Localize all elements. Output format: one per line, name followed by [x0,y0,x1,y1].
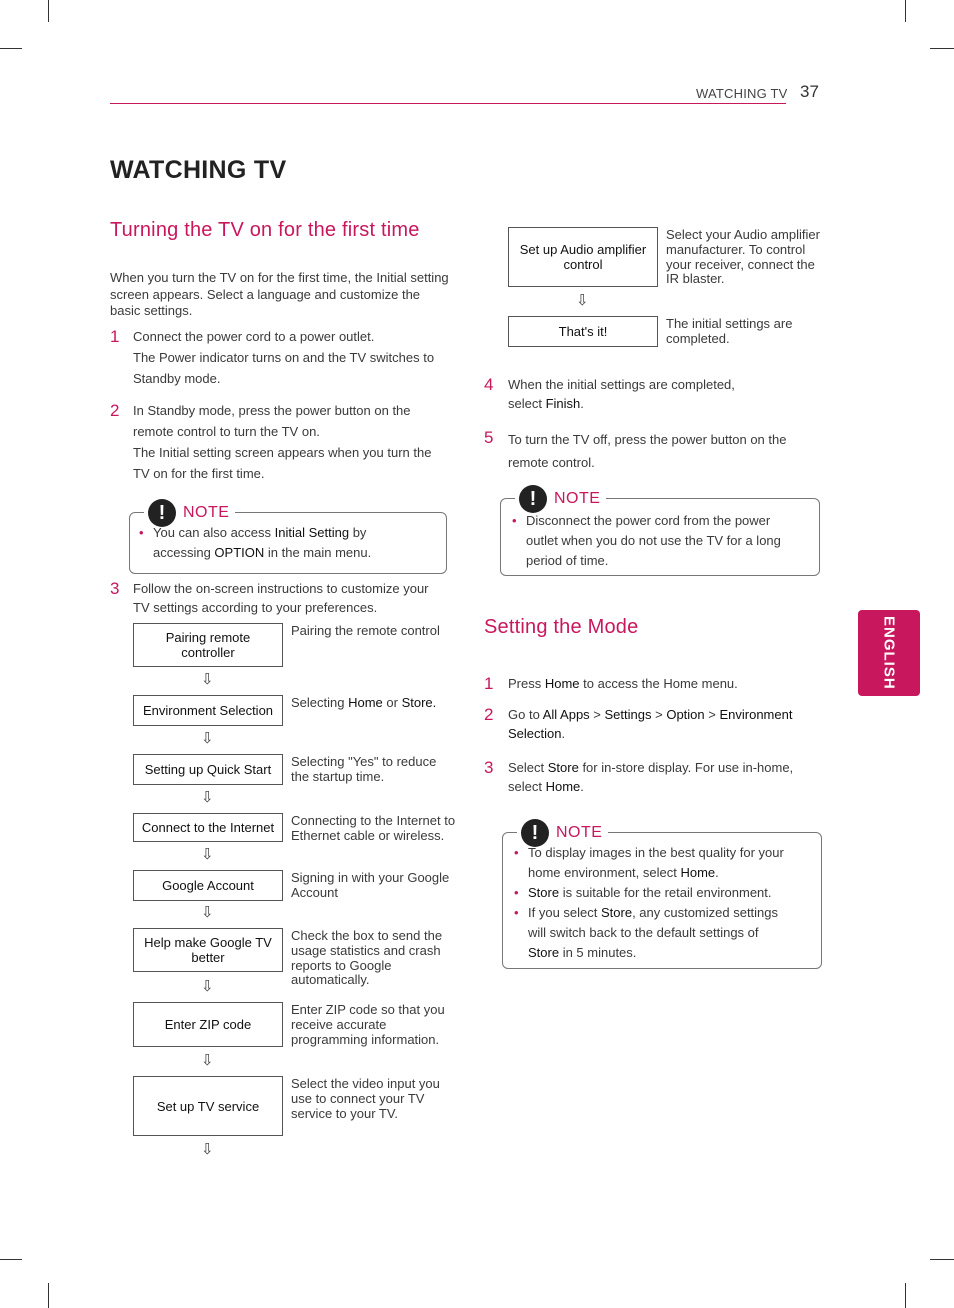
step-text [133,400,431,484]
step-line: Follow the on-screen instructions to customize your [133,581,429,596]
crop-mark [48,1283,49,1308]
step-line: The Power indicator turns on and the TV switches to [133,350,435,365]
step-line: To turn the TV off, press the power button on the [508,432,787,447]
step-text [508,375,735,413]
flow-box: Setting up Quick Start [133,754,283,785]
step-number: 2 [484,705,494,724]
header-section: WATCHING TV [696,86,788,101]
section-heading-mode: Setting the Mode [484,616,639,638]
note-item: • You can also access Initial Setting by accessing OPTION in the main menu. [139,523,439,563]
step-number: 3 [110,579,120,598]
step-text [133,579,429,617]
step-line: When the initial settings are completed, [508,377,735,392]
crop-mark [0,1259,22,1260]
flow-box: That's it! [508,316,658,347]
down-arrow-icon: ⇩ [201,1141,214,1158]
note-item: • To display images in the best quality for your home environment, select Home. [514,843,814,883]
exclamation-icon: ! [521,819,549,847]
crop-mark [0,48,22,49]
step-line: remote control. [508,455,595,470]
step-text [133,326,434,389]
page-number: 37 [800,82,819,101]
note-item: • If you select Store, any customized settings will switch back to the default settings of Store in 5 minutes. [514,903,814,963]
down-arrow-icon: ⇩ [201,671,214,688]
flow-box: Pairing remote controller [133,623,283,667]
step-text: Go to All Apps > Settings > Option > Environment Selection. [508,707,793,741]
flow-description: Enter ZIP code so that you receive accurate programming information. [291,1002,445,1047]
down-arrow-icon: ⇩ [201,978,214,995]
flow-box: Set up Audio amplifier control [508,227,658,287]
flow-box: Connect to the Internet [133,813,283,842]
flow-description: Selecting Home or Store. [291,695,437,710]
note-bullets [139,523,439,563]
language-tab [858,610,920,696]
header-rule [110,103,786,104]
flow-description: Selecting "Yes" to reduce the startup time. [291,754,437,784]
step-number: 4 [484,375,494,394]
flow-description: Pairing the remote control [291,623,440,638]
flow-description: Signing in with your Google Account [291,870,450,900]
flow-box: Google Account [133,870,283,901]
note-label: NOTE [554,490,601,507]
step-number: 5 [484,428,494,447]
flow-description: Select your Audio amplifier manufacturer. To control your receiver, connect the IR blaster. [666,227,820,287]
flow-box: Help make Google TV better [133,928,283,972]
down-arrow-icon: ⇩ [201,846,214,863]
intro-paragraph: When you turn the TV on for the first time, the Initial setting screen appears. Select a language and customize the basic settings. [110,270,449,318]
note-bullets [512,511,812,571]
flow-box: Enter ZIP code [133,1002,283,1047]
flow-box: Environment Selection [133,695,283,726]
crop-mark [48,0,49,22]
step-text: Select Store for in-store display. For use in-home, select Home. [508,760,794,794]
step-line: Standby mode. [133,371,221,386]
crop-mark [930,1259,954,1260]
step-number: 1 [484,674,494,693]
crop-mark [930,48,954,49]
note-box [129,502,447,574]
crop-mark [905,0,906,22]
exclamation-icon: ! [148,499,176,527]
flow-description: The initial settings are completed. [666,316,793,346]
down-arrow-icon: ⇩ [201,730,214,747]
flow-description: Check the box to send the usage statistics and crash reports to Google automatically. [291,928,443,988]
note-label: NOTE [556,824,603,841]
note-box [500,488,820,576]
step-text [508,428,786,474]
page-title: WATCHING TV [110,156,287,184]
down-arrow-icon: ⇩ [576,292,589,309]
step-text: Press Home to access the Home menu. [508,676,738,691]
step-number: 2 [110,401,120,420]
section-heading-first-time: Turning the TV on for the first time [110,219,420,241]
language-tab-label: ENGLISH [880,616,898,690]
note-header [515,485,606,513]
step-number: 1 [110,327,120,346]
step-line: In Standby mode, press the power button on the [133,403,411,418]
step-number: 3 [484,758,494,777]
step-line: TV on for the first time. [133,466,265,481]
crop-mark [905,1283,906,1308]
step-line: Connect the power cord to a power outlet. [133,329,375,344]
note-item: • Disconnect the power cord from the power outlet when you do not use the TV for a long period of time. [512,511,812,571]
note-bullets [514,843,814,963]
down-arrow-icon: ⇩ [201,789,214,806]
exclamation-icon: ! [519,485,547,513]
step-line: The Initial setting screen appears when you turn the [133,445,432,460]
note-box [502,822,822,969]
note-label: NOTE [183,504,230,521]
step-line: remote control to turn the TV on. [133,424,320,439]
flow-description: Select the video input you use to connect your TV service to your TV. [291,1076,440,1121]
flow-box: Set up TV service [133,1076,283,1136]
down-arrow-icon: ⇩ [201,1052,214,1069]
flow-description: Connecting to the Internet to Ethernet cable or wireless. [291,813,456,843]
step-line: select Finish. [508,396,584,411]
down-arrow-icon: ⇩ [201,904,214,921]
step-line: TV settings according to your preferences. [133,600,378,615]
note-item: • Store is suitable for the retail environment. [514,883,814,903]
